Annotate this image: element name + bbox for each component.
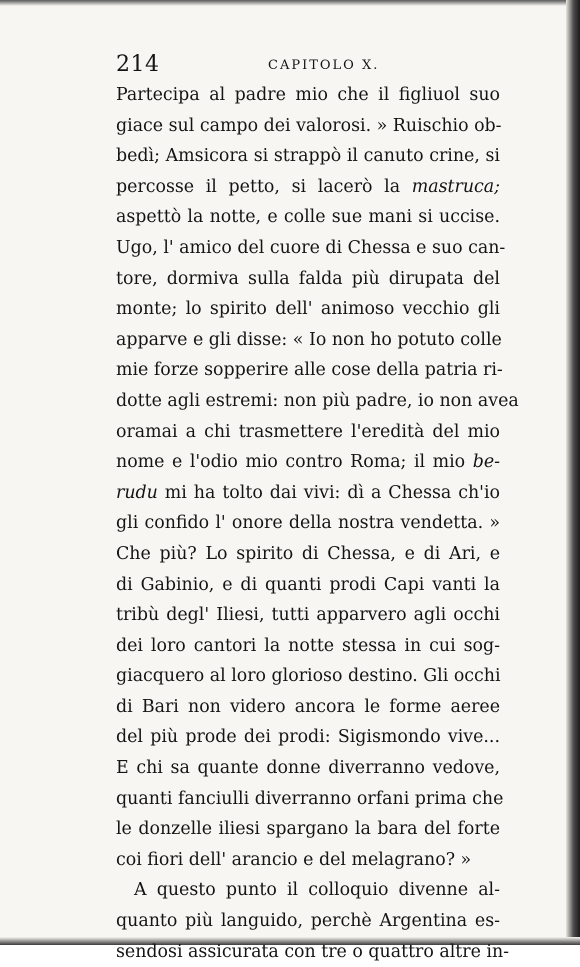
page-right-edge [566,0,580,945]
text-run: del più prode dei prodi: Sigismondo vive... [116,727,500,748]
text-run: di Gabinio, e di quanti prodi Capi vanti la [116,574,500,595]
text-line [116,692,500,723]
text-run: quanto più languido, perchè Argentina es- [116,911,500,932]
text-line [116,325,500,356]
running-head [116,50,496,80]
text-run: giacquero al loro glorioso destino. Gli occhi [116,666,501,687]
text-line [116,264,500,295]
body-text [116,80,519,967]
text-run: coi fiori dell' arancio e del melagrano? » [116,849,472,870]
text-run: tribù degl' Iliesi, tutti apparvero agli occhi [116,605,500,626]
text-run: quanti fanciulli diverranno orfani prima che [116,788,504,809]
text-line [116,508,500,539]
text-line [116,80,500,111]
text-run: A questo punto il colloquio divenne al- [134,880,500,901]
italic-text: mastruca; [411,176,500,197]
text-run: tore, dormiva sulla falda più dirupata del [116,268,500,289]
italic-text: be- [472,452,500,473]
text-line [116,631,500,662]
text-run: oramai a chi trasmettere l'eredità del mio [116,421,500,442]
text-run: aspettò la notte, e colle sue mani si uccise. [116,207,500,228]
text-run: dei loro cantori la notte stessa in cui sog- [116,635,500,656]
text-line [116,661,500,692]
text-line [116,600,500,631]
text-line [116,937,510,967]
text-line [116,447,500,478]
text-line [116,845,500,876]
text-run: dotte agli estremi: non più padre, io non avea [116,390,519,411]
text-line [116,814,500,845]
text-line [116,753,500,784]
text-line [116,294,500,325]
text-run: mie forze sopperire alle cose della patria ri- [116,360,503,381]
text-line [116,355,503,386]
text-run: apparve e gli disse: « Io non ho potuto colle [116,329,502,350]
text-line [116,233,506,264]
text-run: Ugo, l' amico del cuore di Chessa e suo can- [116,237,506,258]
text-line [116,906,500,937]
text-line [116,570,500,601]
text-run: Partecipa al padre mio che il figliuol suo [116,85,500,105]
text-run: gli confido l' onore della nostra vendetta. » [116,513,500,534]
text-run: monte; lo spirito dell' animoso vecchio gli [116,299,500,320]
page-number: 214 [116,52,160,77]
text-line [116,202,500,233]
text-line [116,478,500,509]
text-run: mi ha tolto dai vivi: dì a Chessa ch'io [157,482,500,503]
text-line [116,417,500,448]
italic-text: rudu [116,482,158,503]
text-run: giace sul campo dei valorosi. » Ruischio ob- [116,115,502,136]
text-run: nome e l'odio mio contro Roma; il mio [116,452,473,473]
text-line [116,722,500,753]
text-run: sendosi assicurata con tre o quattro altre in- [116,941,510,962]
chapter-title: CAPITOLO X. [268,58,380,73]
text-run: di Bari non videro ancora le forme aeree [116,696,500,717]
text-line [116,141,500,172]
text-run: bedì; Amsicora si strappò il canuto crine, si [116,146,500,167]
text-line [116,172,500,203]
text-line [116,111,500,142]
page-top-edge [0,0,580,6]
text-line [116,875,500,906]
text-run: E chi sa quante donne diverranno vedove, [116,758,500,779]
text-run: percosse il petto, si lacerò la [116,176,412,197]
text-run: le donzelle iliesi spargano la bara del forte [116,819,500,840]
text-line [116,784,504,815]
text-line [116,539,500,570]
text-run: Che più? Lo spirito di Chessa, e di Ari, e [116,543,500,564]
text-line [116,386,519,417]
